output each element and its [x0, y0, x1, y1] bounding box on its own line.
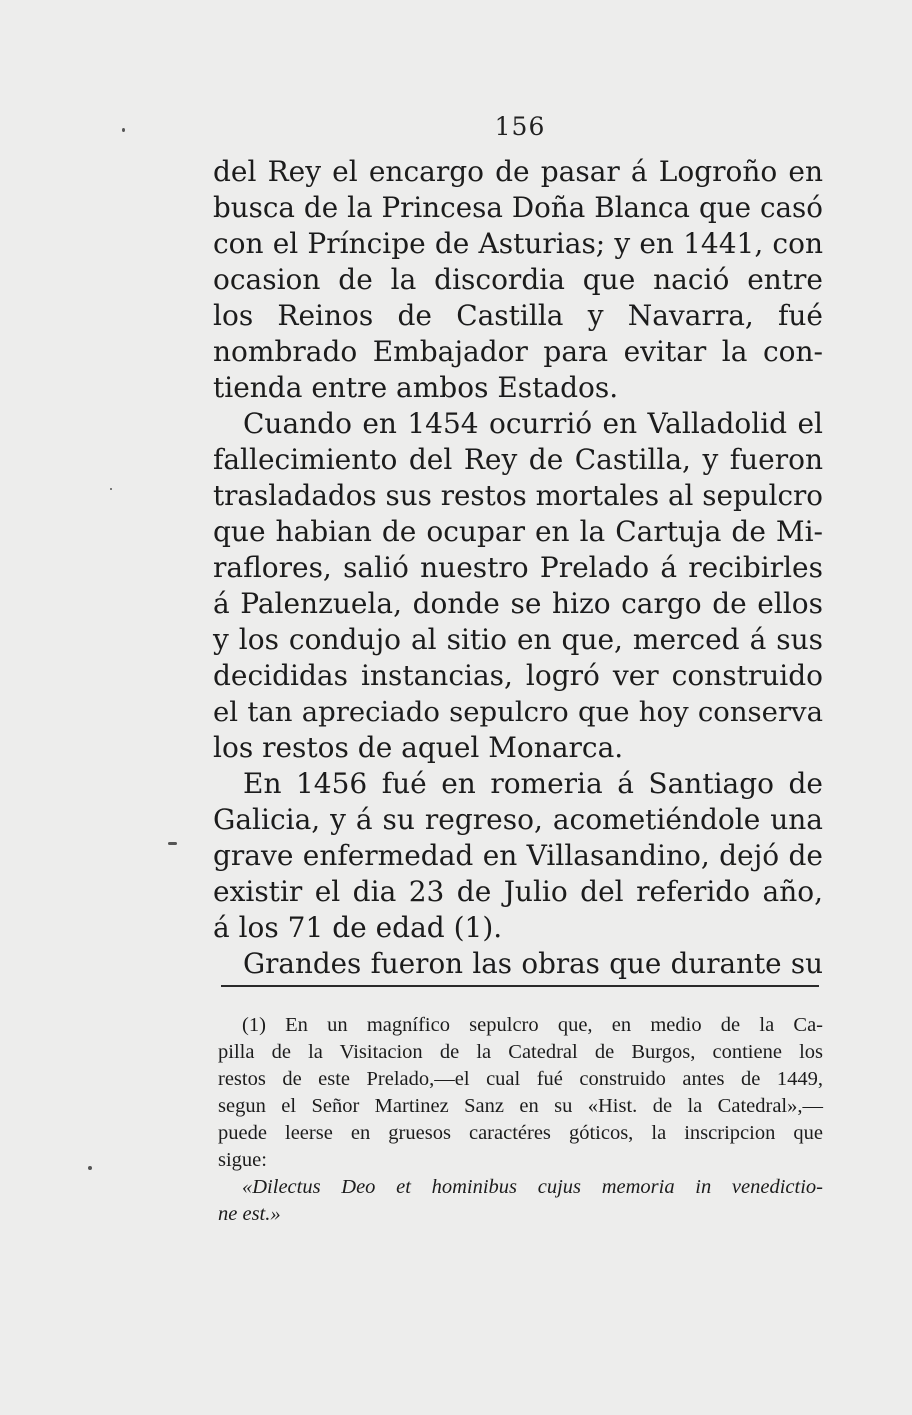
- paper-speck: [168, 842, 177, 845]
- text-line: del Rey el encargo de pasar á Logroño en: [213, 155, 823, 188]
- text-line: el tan apreciado sepulcro que hoy conserva: [213, 696, 823, 728]
- footnote-line: sigue:: [218, 1149, 267, 1171]
- body-text: [213, 154, 823, 982]
- paragraph-start-line: Cuando en 1454 ocurrió en Valladolid el: [243, 407, 823, 440]
- text-line: ocasion de la discordia que nació entre: [213, 263, 823, 296]
- text-line: Galicia, y á su regreso, acometiéndole una: [213, 803, 823, 836]
- text-line: raflores, salió nuestro Prelado á recibirles: [213, 551, 823, 584]
- footnote-line: puede leerse en gruesos caractéres góticos, la inscripcion que: [218, 1122, 823, 1144]
- page-number: 156: [494, 112, 546, 141]
- text-line: y los condujo al sitio en que, merced á sus: [213, 623, 823, 656]
- footnote-line: (1) En un magnífico sepulcro que, en medio de la Ca-: [242, 1014, 823, 1036]
- text-line: nombrado Embajador para evitar la con-: [213, 335, 823, 368]
- text-line: á Palenzuela, donde se hizo cargo de ellos: [213, 587, 823, 620]
- text-line: fallecimiento del Rey de Castilla, y fueron: [213, 443, 823, 476]
- footnote: [218, 1012, 823, 1228]
- text-line: los restos de aquel Monarca.: [213, 731, 624, 764]
- paper-speck: [122, 128, 125, 132]
- text-line: existir el dia 23 de Julio del referido año,: [213, 875, 823, 908]
- text-line: con el Príncipe de Asturias; y en 1441, con: [213, 227, 823, 260]
- footnote-line: restos de este Prelado,—el cual fué construido antes de 1449,: [218, 1068, 823, 1090]
- paragraph-start-line: En 1456 fué en romeria á Santiago de: [243, 767, 823, 800]
- paper-speck: [110, 488, 112, 490]
- text-line: busca de la Princesa Doña Blanca que casó: [213, 191, 823, 224]
- footnote-quote-line: ne est.»: [218, 1203, 281, 1225]
- footnote-line: segun el Señor Martinez Sanz en su «Hist. de la Catedral»,—: [218, 1095, 823, 1117]
- text-line: que habian de ocupar en la Cartuja de Mi-: [213, 515, 823, 548]
- paragraph-start-line: Grandes fueron las obras que durante su: [243, 947, 823, 980]
- text-line: trasladados sus restos mortales al sepulcro: [213, 479, 823, 512]
- footnote-quote-line: «Dilectus Deo et hominibus cujus memoria in venedictio-: [242, 1176, 823, 1198]
- text-line: los Reinos de Castilla y Navarra, fué: [213, 299, 823, 332]
- text-line: tienda entre ambos Estados.: [213, 371, 619, 404]
- text-line: decididas instancias, logró ver construido: [213, 659, 823, 692]
- footnote-line: pilla de la Visitacion de la Catedral de Burgos, contiene los: [218, 1041, 823, 1063]
- paper-speck: [88, 1166, 92, 1170]
- text-line: á los 71 de edad (1).: [213, 911, 503, 944]
- footnote-divider: [221, 985, 819, 987]
- text-line: grave enfermedad en Villasandino, dejó de: [213, 839, 823, 872]
